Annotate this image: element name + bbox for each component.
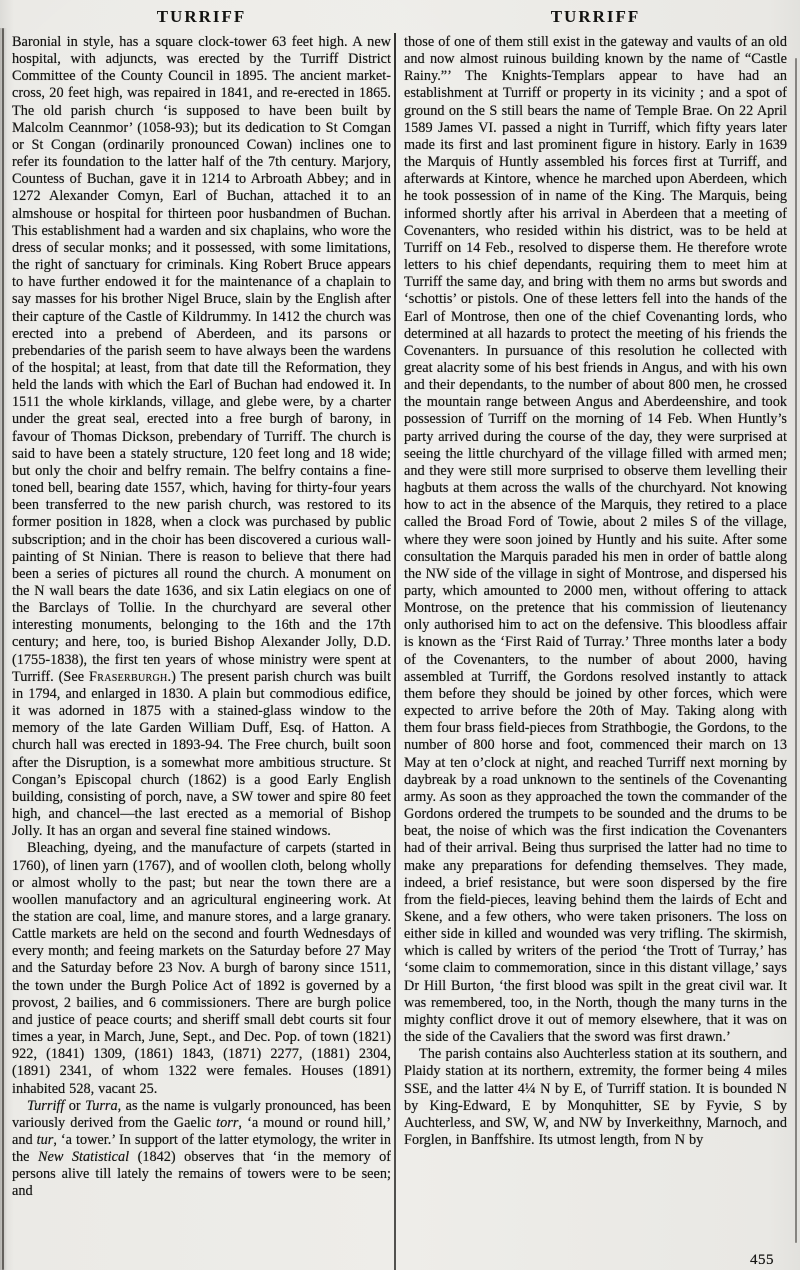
left-column-running-head: TURRIFF [156, 7, 247, 26]
right-column [404, 0, 787, 1270]
text-segment: Turriff [27, 1097, 65, 1114]
text-segment: Bleaching, dyeing, and the manufacture of carpets (started in 1760), of linen yarn (1767), and of woollen cloth, belong wholly or almost wholly to the past; but near the town there are a woollen manufactory and an agricultural engineering work. At the station are coal, lime, and manure stores, and a large granary. Cattle markets are held on the second and fourth Wednesdays of every month; and feeing markets on the Saturday before 27 May and the Saturday before 23 Nov. A burgh of barony since 1511, the town under the Burgh Police Act of 1892 is governed by a provost, 2 bailies, and 6 commissioners. There are burgh police and justice of peace courts; and sheriff small debt courts sit four times a year, in March, June, Sept., and Dec. Pop. of town (1821) 922, (1841) 1309, (1861) 1843, (1871) 2277, (1881) 2304, (1891) 2341, of whom 1322 were females. Houses (1891) inhabited 528, vacant 25. [12, 840, 391, 1097]
text-segment: torr [216, 1114, 239, 1131]
left-column-body [12, 34, 391, 1270]
text-segment: , ‘a mound or round hill,’ and [12, 1114, 391, 1148]
text-segment: New Statistical [37, 1149, 130, 1166]
paragraph [12, 1098, 391, 1201]
text-segment: tur [36, 1132, 54, 1148]
left-column [12, 0, 391, 1270]
paragraph [12, 840, 391, 1097]
page-number: 455 [750, 1252, 774, 1268]
text-segment: Turra [85, 1097, 118, 1114]
text-segment: or [64, 1097, 86, 1114]
text-segment: The parish contains also Auchterless station at its southern, and Plaidy station at its northern, extremity, the former being 4 miles SSE, and the latter 4¼ N by E, of Turriff station. It is bounded N by King-Edward, E by Monquhitter, SE by Fyvie, S by Auchterless, and SW, W, and NW by Inverkeithny, Marnoch, and Forglen, in Banffshire. Its utmost length, from N by [404, 1046, 787, 1148]
paragraph [404, 1046, 787, 1149]
text-segment: , ‘a tower.’ In support of the latter etymology, the writer in the [12, 1132, 391, 1166]
paragraph [12, 34, 391, 840]
text-segment: , as the name is vulgarly pronounced, has been variously derived from the Gaelic [12, 1097, 391, 1131]
right-column-running-head: TURRIFF [550, 7, 641, 26]
text-segment: those of one of them still exist in the gateway and vaults of an old and now almost ruinous building known by the name of “Castle Rainy.”’ The Knights-Templars appear to have had an establishment at Turriff or property in its vicinity ; and a spot of ground on the S still bears the name of Temple Brae. On 22 April 1589 James VI. passed a night in Turriff, which fifty years later made its first and last prominent figure in history. Early in 1639 the Marquis of Huntly assembled his forces first at Turriff, and afterwards at Kintore, whence he marched upon Aberdeen, which he took possession of in name of the King. The Marquis, being informed shortly after his arrival in Aberdeen that a meeting of Covenanters, who resided within his district, was to be held at Turriff on 14 Feb., resolved to disperse them. He therefore wrote letters to his chief dependants, requiring them to meet him at Turriff the same day, and bring with them no arms but swords and ‘schottis’ or pistols. One of these letters fell into the hands of the Earl of Montrose, then one of the chief Covenanting lords, who determined at all hazards to protect the meeting of his friends the Covenanters. In pursuance of this resolution he collected with great alacrity some of his best friends in Angus, and with his own and their dependants, to the number of about 800 men, he crossed the mountain range between Angus and Aberdeenshire, and took possession of Turriff on the morning of 14 Feb. When Huntly’s party arrived during the course of the day, they were surprised at seeing the little churchyard of the village filled with armed men; and they were still more surprised to observe them levelling their hagbuts at them across the walls of the churchyard. Not knowing how to act in the absence of the Marquis, they retired to a place called the Broad Ford of Towie, about 2 miles S of the village, where they were soon joined by Huntly and his suite. After some consultation the Marquis paraded his men in order of battle along the NW side of the village in sight of Montrose, and dispersed his party, which amounted to 2000 men, without offering to attack Montrose, on the pretence that his commission of lieutenancy only authorised him to act on the defensive. This bloodless affair is known as the ‘First Raid of Turray.’ Three months later a body of the Covenanters, to the number of about 2000, having assembled at Turriff, the Gordons resolved instantly to attack them before they should be joined by other forces, which were expected to arrive before the 20th of May. Taking along with them four brass field-pieces from Strathbogie, the Gordons, to the number of 800 horse and foot, commenced their march on 13 May at ten o’clock at night, and reached Turriff next morning by daybreak by a road unknown to the sentinels of the Covenanting army. As soon as they approached the town the commander of the Gordons ordered the trumpets to be sounded and the drums to be beat, the noise of which was the first indication the Covenanters had of their arrival. Being thus surprised the latter had no time to make any preparations for defending themselves. They made, indeed, a brief resistance, but were soon dispersed by the fire from the field-pieces, leaving behind them the lairds of Echt and Skene, and a few others, who were taken prisoners. The loss on either side in killed and wounded was very trifling. The skirmish, which is called by writers of the period ‘the Trott of Turray,’ has ‘some claim to commemoration, since in this distant village,’ says Dr Hill Burton, ‘the first blood was spilt in the great civil war. It was remembered, too, in the North, though the many turns in the mighty conflict drove it out of memory elsewhere, that it was on the side of the Cavaliers that the sword was first drawn.’ [404, 34, 787, 1046]
text-segment: Fraserburgh [89, 668, 168, 685]
text-segment: (1842) observes that ‘in the memory of persons alive till lately the remains of towers were to be seen; and [12, 1149, 391, 1200]
column-divider-rule [394, 33, 396, 1270]
right-column-body [404, 34, 787, 1270]
right-edge-scan-line [795, 58, 797, 1243]
text-segment: .) The present parish church was built in 1794, and enlarged in 1830. A plain but commodious edifice, it was adorned in 1875 with a stained-glass window to the memory of the late Garden William Duff, Esq. of Hatton. A church hall was erected in 1893-94. The Free church, built soon after the Disruption, is a somewhat more ambitious structure. St Congan’s Episcopal church (1862) is a good Early English building, consisting of porch, nave, a SW tower and spire 80 feet high, and chancel—the last erected as a memorial of Bishop Jolly. It has an organ and several fine stained windows. [12, 668, 391, 840]
paragraph [404, 34, 787, 1046]
left-edge-scan-line [2, 28, 4, 1270]
text-segment: Baronial in style, has a square clock-tower 63 feet high. A new hospital, with adjuncts, was erected by the Turriff District Committee of the County Council in 1895. The ancient market-cross, 20 feet high, was repaired in 1841, and re-erected in 1865. The old parish church ‘is supposed to have been built by Malcolm Ceannmor’ (1058-93); but its dedication to St Comgan or St Congan (ordinarily pronounced Cowan) inclines one to refer its foundation to the latter half of the 7th century. Marjory, Countess of Buchan, gave it in 1214 to Arbroath Abbey; and in 1272 Alexander Comyn, Earl of Buchan, attached it to an almshouse or hospital for thirteen poor husbandmen of Buchan. This establishment had a warden and six chaplains, who wore the dress of secular monks; and it possessed, with some limitations, the right of sanctuary for criminals. King Robert Bruce appears to have further endowed it for the maintenance of a chaplain to say masses for his brother Nigel Bruce, slain by the English after their capture of the Castle of Kildrummy. In 1412 the church was erected into a prebend of Aberdeen, and its parsons or prebendaries of the parish seem to have always been the wardens of the hospital; at least, from that date till the Reformation, they held the lands with which the Earl of Buchan had endowed it. In 1511 the whole kirklands, village, and glebe were, by a charter under the great seal, erected into a free burgh of barony, in favour of Thomas Dickson, prebendary of Turriff. The church is said to have been a stately structure, 120 feet long and 18 wide; but only the choir and belfry remain. The belfry contains a fine-toned bell, bearing date 1557, which, having for thirty-four years been transferred to the new parish church, was restored to its former position in 1828, when a clock was purchased by public subscription; and in the choir has been discovered a curious wall-painting of St Ninian. There is reason to believe that there had been a series of pictures all round the church. A monument on the N wall bears the date 1636, and six Latin elegiacs on one of the Barclays of Tollie. In the churchyard are several other interesting monuments, belonging to the 16th and the 17th century; and here, too, is buried Bishop Alexander Jolly, D.D. (1755-1838), the first ten years of whose ministry were spent at Turriff. (See [12, 34, 391, 685]
